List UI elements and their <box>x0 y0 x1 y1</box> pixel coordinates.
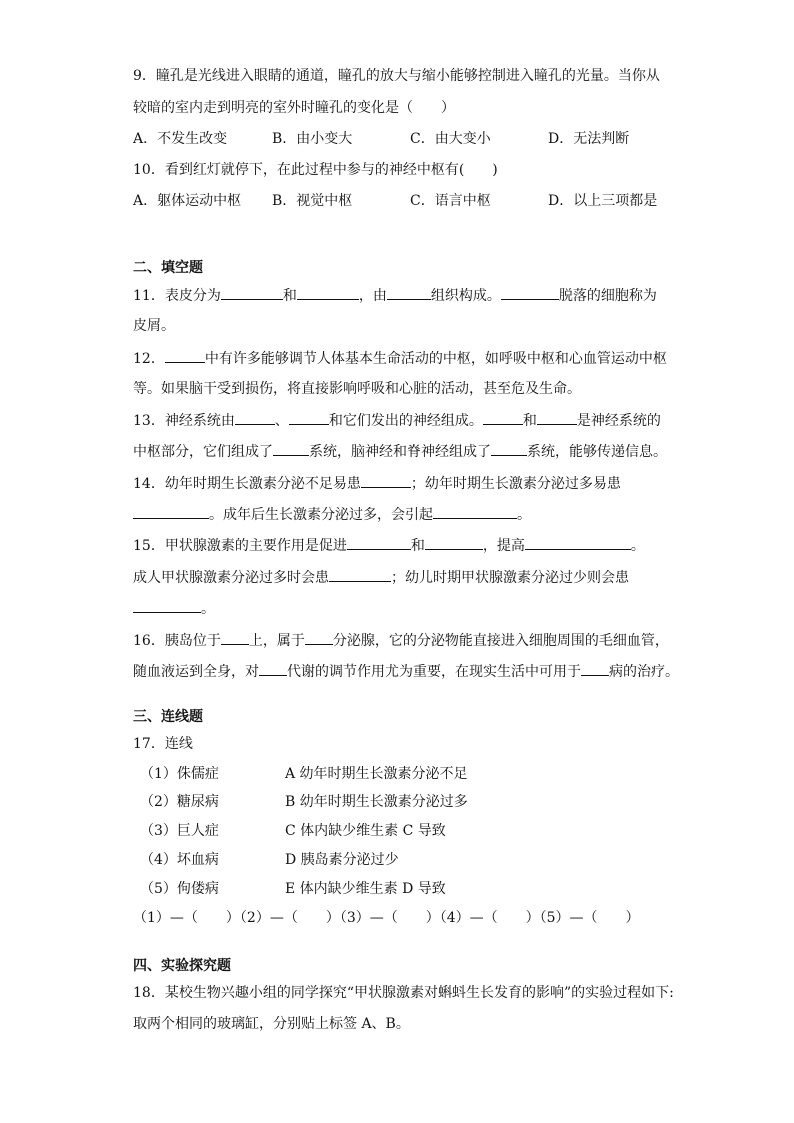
q14-blank-1 <box>361 473 411 488</box>
q14-text-d: 。 <box>517 507 531 523</box>
q13-blank-2 <box>289 410 329 425</box>
q12-blank-1 <box>165 348 205 363</box>
section-heading-fill-in: 二、填空题 <box>133 260 203 276</box>
q17-answer-line: （1）—（ ）（2）—（ ）（3）—（ ）（4）—（ ）（5）—（ ） <box>133 910 640 926</box>
q15-text-b: 和 <box>410 538 425 554</box>
q14-blank-2 <box>133 504 209 519</box>
q10-option-b: B．视觉中枢 <box>272 193 353 209</box>
q11-line1 <box>133 285 657 306</box>
q17-left-item-5: （5）佝偻病 <box>140 881 219 897</box>
q13-blank-6 <box>491 441 527 456</box>
q13-text-b: 、 <box>274 413 289 429</box>
q15-line1 <box>133 535 645 556</box>
q14-line1 <box>133 473 621 494</box>
q11-text-d: 组织构成。 <box>430 288 501 304</box>
q13-text-h: 系统，能够传递信息。 <box>527 444 667 460</box>
q11-text-a: 11．表皮分为 <box>133 288 221 304</box>
q9-option-d: D．无法判断 <box>548 131 630 147</box>
q11-text-b: 和 <box>282 288 297 304</box>
q15-text-e: 成人甲状腺激素分泌过多时会患 <box>133 570 329 586</box>
q10-option-d: D．以上三项都是 <box>548 193 658 209</box>
q13-line1 <box>133 410 661 431</box>
section-heading-experiment: 四、实验探究题 <box>133 958 231 974</box>
q9-option-c: C．由大变小 <box>410 131 491 147</box>
q15-blank-2 <box>425 535 483 550</box>
q16-text-b: 上，属于 <box>248 633 305 649</box>
q14-blank-3 <box>433 504 517 519</box>
q17-right-item-c: C 体内缺少维生素 C 导致 <box>285 823 446 839</box>
q9-line2: 较暗的室内走到明亮的室外时瞳孔的变化是（ ） <box>133 100 455 116</box>
q11-text-e: 脱落的细胞称为 <box>558 288 657 304</box>
q13-blank-3 <box>483 410 523 425</box>
q17-right-item-d: D 胰岛素分泌过少 <box>285 852 399 868</box>
q13-text-e: 是神经系统的 <box>576 413 661 429</box>
q17-right-item-a: A 幼年时期生长激素分泌不足 <box>285 766 468 782</box>
q16-line1 <box>133 630 669 651</box>
q13-blank-1 <box>235 410 275 425</box>
q16-text-e: 代谢的调节作用尤为重要，在现实生活中可用于 <box>287 664 581 680</box>
q15-blank-3 <box>525 535 631 550</box>
q13-text-g: 系统，脑神经和脊神经组成了 <box>309 444 491 460</box>
q16-line2 <box>133 661 679 682</box>
q16-blank-3 <box>259 661 287 676</box>
q16-text-d: 随血液运到全身，对 <box>133 664 259 680</box>
q17-right-item-b: B 幼年时期生长激素分泌过多 <box>285 794 468 810</box>
q13-text-a: 13．神经系统由 <box>133 413 235 429</box>
q11-text-c: ，由 <box>358 288 387 304</box>
q15-text-a: 15．甲状腺激素的主要作用是促进 <box>133 538 347 554</box>
q17-left-item-1: （1）侏儒症 <box>140 766 219 782</box>
section-heading-matching: 三、连线题 <box>133 709 203 725</box>
q10-line1: 10．看到红灯就停下，在此过程中参与的神经中枢有( ) <box>133 162 498 178</box>
q12-line2: 等。如果脑干受到损伤，将直接影响呼吸和心脏的活动，甚至危及生命。 <box>133 381 581 397</box>
q15-line3 <box>133 598 215 619</box>
q15-text-f: ；幼儿时期甲状腺激素分泌过少则会患 <box>391 570 629 586</box>
q11-blank-2 <box>297 285 359 300</box>
q11-line2: 皮屑。 <box>133 318 175 334</box>
q12-text-a: 12． <box>133 351 165 367</box>
q16-text-f: 病的治疗。 <box>609 664 679 680</box>
q11-blank-1 <box>221 285 283 300</box>
q15-text-d: 。 <box>630 538 645 554</box>
q18-line2: 取两个相同的玻璃缸，分别贴上标签 A、B。 <box>133 1016 410 1032</box>
q13-blank-5 <box>273 441 309 456</box>
q12-text-b: 中有许多能够调节人体基本生命活动的中枢，如呼吸中枢和心血管运动中枢 <box>204 351 667 367</box>
q15-blank-5 <box>133 598 201 613</box>
q18-line1: 18．某校生物兴趣小组的同学探究“甲状腺激素对蝌蚪生长发育的影响”的实验过程如下: <box>133 985 674 1001</box>
q17-left-item-2: （2）糖尿病 <box>140 794 219 810</box>
q15-blank-4 <box>329 567 391 582</box>
q15-text-c: ，提高 <box>482 538 525 554</box>
q11-blank-3 <box>387 285 431 300</box>
q15-line2 <box>133 567 629 588</box>
q16-text-c: 分泌腺，它的分泌物能直接进入细胞周围的毛细血管， <box>332 633 669 649</box>
q11-blank-4 <box>501 285 559 300</box>
q10-option-c: C．语言中枢 <box>410 193 491 209</box>
q10-option-a: A．躯体运动中枢 <box>133 193 242 209</box>
q14-text-a: 14．幼年时期生长激素分泌不足易患 <box>133 476 361 492</box>
q9-option-b: B．由小变大 <box>272 131 353 147</box>
q17-title: 17．连线 <box>133 736 193 752</box>
q14-text-c: 。成年后生长激素分泌过多，会引起 <box>209 507 433 523</box>
q13-line2 <box>133 441 667 462</box>
q15-blank-1 <box>347 535 411 550</box>
q16-blank-2 <box>305 630 333 645</box>
q15-text-g: 。 <box>201 601 215 617</box>
q12-line1 <box>133 348 667 369</box>
q13-text-d: 和 <box>522 413 537 429</box>
q13-blank-4 <box>537 410 577 425</box>
q13-text-c: 和它们发出的神经组成。 <box>328 413 483 429</box>
q16-blank-4 <box>581 661 609 676</box>
q16-text-a: 16．胰岛位于 <box>133 633 221 649</box>
q17-left-item-3: （3）巨人症 <box>140 823 219 839</box>
q14-text-b: ；幼年时期生长激素分泌过多易患 <box>410 476 621 492</box>
q17-right-item-e: E 体内缺少维生素 D 导致 <box>285 881 446 897</box>
q9-line1: 9．瞳孔是光线进入眼睛的通道，瞳孔的放大与缩小能够控制进入瞳孔的光量。当你从 <box>133 68 660 84</box>
q17-left-item-4: （4）坏血病 <box>140 852 219 868</box>
q9-option-a: A．不发生改变 <box>133 131 228 147</box>
q16-blank-1 <box>221 630 249 645</box>
q13-text-f: 中枢部分，它们组成了 <box>133 444 273 460</box>
q14-line2 <box>133 504 531 525</box>
